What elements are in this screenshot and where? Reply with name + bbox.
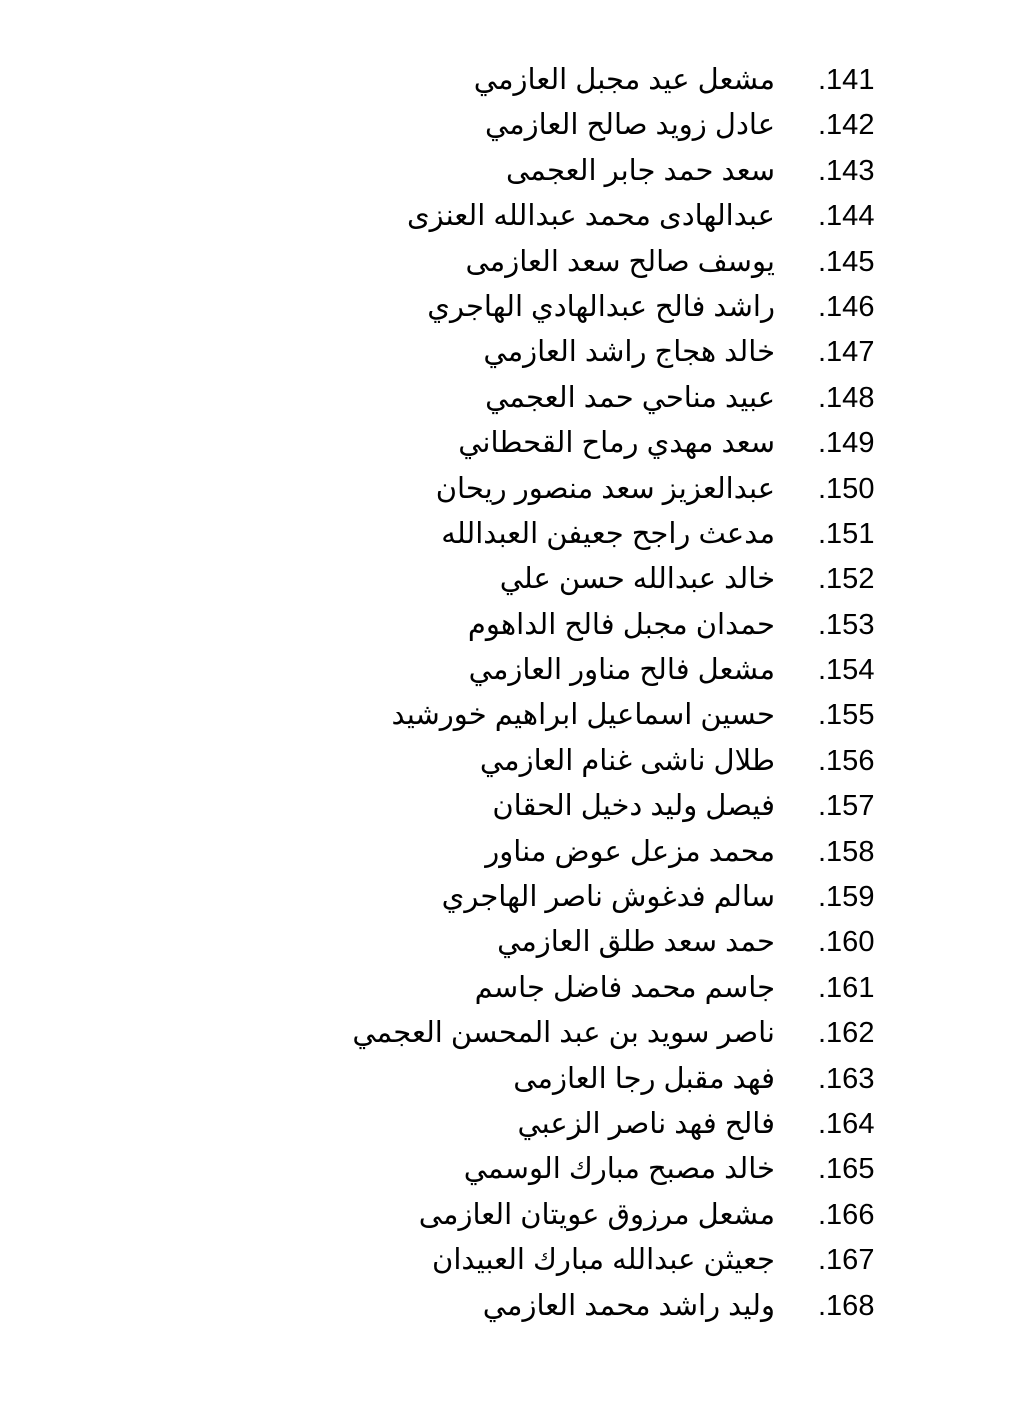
item-name: مشعل مرزوق عويتان العازمى [418, 1198, 775, 1231]
item-name: سعد مهدي رماح القحطاني [458, 427, 775, 460]
list-item [0, 603, 1023, 648]
item-name: مشعل عيد مجبل العازمي [473, 64, 775, 96]
list-item [0, 784, 1023, 829]
item-number: .155 [818, 699, 875, 732]
item-name: خالد مصبح مبارك الوسمي [463, 1153, 775, 1186]
list-item [0, 421, 1023, 466]
names-list [0, 58, 1023, 1329]
item-name: حمدان مجبل فالح الداهوم [467, 608, 775, 641]
item-name: حمد سعد طلق العازمي [497, 926, 775, 959]
item-number: .167 [818, 1244, 875, 1277]
list-item [0, 58, 1023, 103]
list-item [0, 285, 1023, 330]
item-name: عبيد مناحي حمد العجمي [485, 381, 775, 414]
item-number: .149 [818, 427, 875, 460]
item-name: عادل زويد صالح العازمي [484, 109, 775, 142]
item-number: .163 [818, 1062, 875, 1095]
item-number: .157 [818, 790, 875, 823]
item-name: سعد حمد جابر العجمى [506, 154, 775, 187]
item-name: فالح فهد ناصر الزعبي [517, 1107, 775, 1140]
item-name: سالم فدغوش ناصر الهاجري [441, 881, 775, 914]
item-number: .161 [818, 971, 875, 1004]
item-name: فيصل وليد دخيل الحقان [492, 790, 775, 823]
list-item [0, 739, 1023, 784]
list-item [0, 330, 1023, 375]
list-item [0, 103, 1023, 148]
item-number: .145 [818, 245, 875, 278]
item-name: حسين اسماعيل ابراهيم خورشيد [391, 699, 775, 732]
list-item [0, 240, 1023, 285]
item-name: وليد راشد محمد العازمي [482, 1289, 775, 1322]
list-item [0, 512, 1023, 557]
item-number: .148 [818, 381, 875, 414]
list-item [0, 1057, 1023, 1102]
item-number: .146 [818, 290, 875, 323]
item-number: .150 [818, 472, 875, 505]
item-number: .158 [818, 835, 875, 868]
item-number: .159 [818, 881, 875, 914]
item-name: راشد فالح عبدالهادي الهاجري [427, 290, 775, 323]
item-number: .166 [818, 1198, 875, 1231]
list-item [0, 1011, 1023, 1056]
list-item [0, 920, 1023, 965]
item-name: فهد مقبل رجا العازمى [513, 1062, 775, 1095]
list-item [0, 1102, 1023, 1147]
item-number: .147 [818, 336, 875, 369]
item-number: .154 [818, 654, 875, 687]
item-number: .153 [818, 608, 875, 641]
list-item [0, 1284, 1023, 1329]
list-item [0, 557, 1023, 602]
item-number: .156 [818, 744, 875, 777]
item-name: مشعل فالح مناور العازمي [468, 654, 775, 687]
list-item [0, 875, 1023, 920]
item-number: .160 [818, 926, 875, 959]
list-item [0, 966, 1023, 1011]
item-number: .164 [818, 1107, 875, 1140]
list-item [0, 1193, 1023, 1238]
item-number: .141 [818, 64, 875, 96]
list-item [0, 1147, 1023, 1192]
item-name: خالد هجاج راشد العازمي [483, 336, 775, 369]
list-item [0, 194, 1023, 239]
item-name: مدعث راجح جعيفن العبدالله [441, 517, 775, 550]
item-name: جاسم محمد فاضل جاسم [474, 971, 775, 1004]
item-name: خالد عبدالله حسن علي [499, 563, 775, 596]
item-number: .144 [818, 200, 875, 233]
item-number: .152 [818, 563, 875, 596]
item-name: محمد مزعل عوض مناور [485, 835, 775, 868]
list-item [0, 149, 1023, 194]
item-name: عبدالعزيز سعد منصور ريحان [435, 472, 775, 505]
list-item [0, 648, 1023, 693]
item-name: طلال ناشى غنام العازمي [479, 744, 775, 777]
list-item [0, 376, 1023, 421]
item-name: عبدالهادى محمد عبدالله العنزى [406, 200, 775, 233]
item-name: ناصر سويد بن عبد المحسن العجمي [352, 1017, 775, 1050]
item-name: يوسف صالح سعد العازمى [465, 245, 775, 278]
list-item [0, 467, 1023, 512]
item-number: .151 [818, 517, 875, 550]
item-name: جعيثن عبدالله مبارك العبيدان [432, 1244, 775, 1277]
item-number: .143 [818, 154, 875, 187]
list-item [0, 693, 1023, 738]
item-number: .168 [818, 1289, 875, 1322]
item-number: .142 [818, 109, 875, 142]
item-number: .162 [818, 1017, 875, 1050]
list-item [0, 1238, 1023, 1283]
list-item [0, 830, 1023, 875]
item-number: .165 [818, 1153, 875, 1186]
